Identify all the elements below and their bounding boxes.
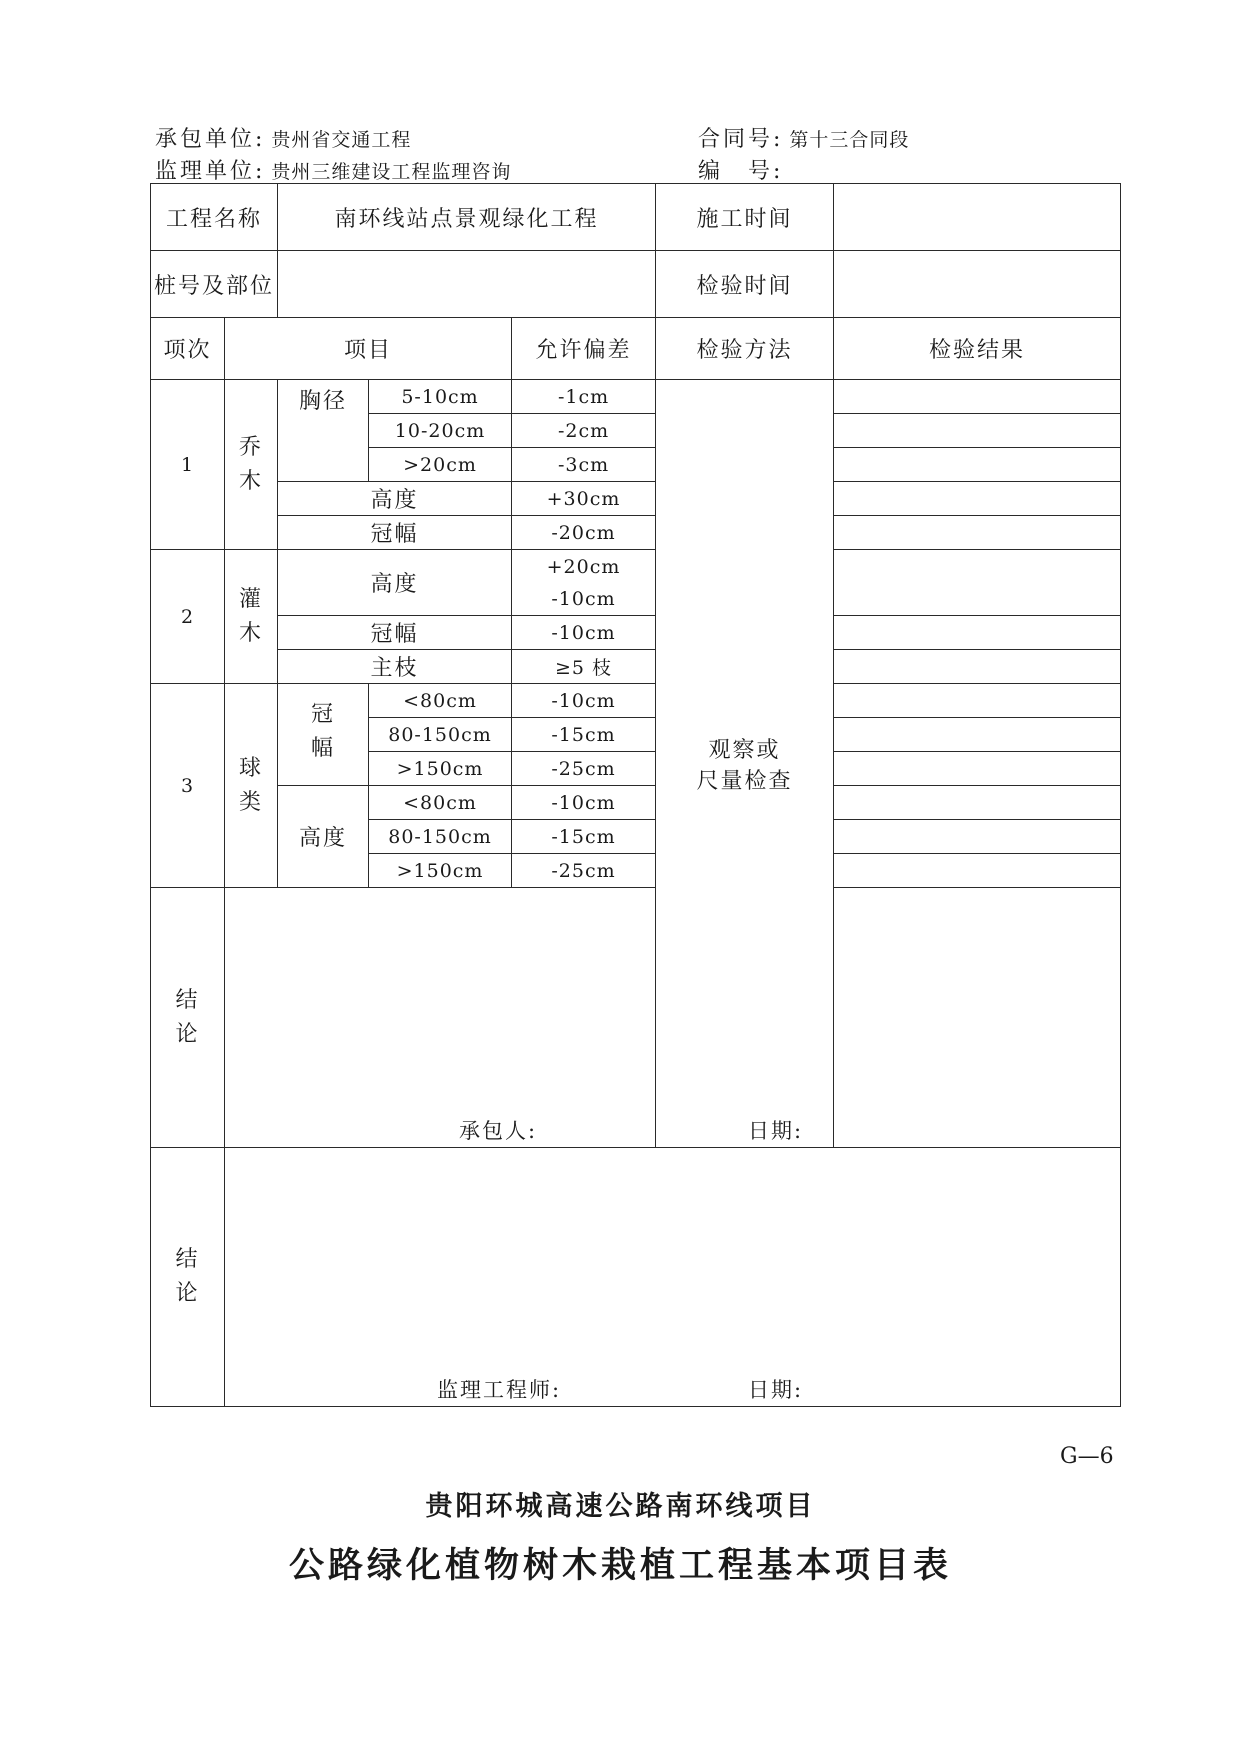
g3-h3-tol: -25cm <box>512 854 656 888</box>
inspection-time-field[interactable] <box>834 251 1121 318</box>
g2-crown: 冠幅 <box>278 616 512 650</box>
contract-value: 第十三合同段 <box>789 129 910 151</box>
g3-name-char-2: 类 <box>239 789 264 815</box>
info-row-2 <box>151 251 1121 318</box>
g2-name-char-2: 木 <box>239 620 264 646</box>
g3-name-char-1: 球 <box>239 755 264 781</box>
g2-height-tol-1: +20cm <box>546 555 621 578</box>
table-row <box>151 482 1121 516</box>
conclusion-contractor-row <box>151 888 1121 1148</box>
g1-no: 1 <box>151 380 225 550</box>
contract-label: 合同号: <box>698 127 784 152</box>
inspection-time-label: 检验时间 <box>656 251 834 318</box>
g3-h2-tol: -15cm <box>512 820 656 854</box>
construction-time-label: 施工时间 <box>656 184 834 251</box>
g2-branch: 主枝 <box>278 650 512 684</box>
result-cell[interactable] <box>834 482 1121 516</box>
result-cell[interactable] <box>834 684 1121 718</box>
g1-crown-tol: -20cm <box>512 516 656 550</box>
g3-h2-spec: 80-150cm <box>369 820 512 854</box>
g1-height: 高度 <box>278 482 512 516</box>
g3-no: 3 <box>151 684 225 888</box>
g3-crown-char-2: 幅 <box>311 736 336 761</box>
form-title: 公路绿化植物树木栽植工程基本项目表 <box>288 1545 952 1586</box>
g2-height: 高度 <box>278 550 512 616</box>
g1-r2-tol: -2cm <box>512 414 656 448</box>
contractor-line <box>155 122 411 153</box>
g1-r1-tol: -1cm <box>512 380 656 414</box>
g3-name <box>225 684 278 888</box>
station-label: 桩号及部位 <box>151 251 278 318</box>
table-row <box>151 616 1121 650</box>
project-name-value: 南环线站点景观绿化工程 <box>278 184 656 251</box>
table-row <box>151 516 1121 550</box>
supervisor-value: 贵州三维建设工程监理咨询 <box>271 161 512 183</box>
conclusion-1-char-1: 结 <box>175 987 200 1013</box>
g3-c3-tol: -25cm <box>512 752 656 786</box>
g2-height-tol <box>512 550 656 616</box>
g1-r2-spec: 10-20cm <box>369 414 512 448</box>
result-cell[interactable] <box>834 718 1121 752</box>
method-line-1: 观察或 <box>708 737 781 763</box>
conclusion-supervisor-row <box>151 1148 1121 1407</box>
supervisor-date-label: 日期: <box>748 1378 804 1402</box>
g3-height: 高度 <box>278 786 369 888</box>
g3-h1-tol: -10cm <box>512 786 656 820</box>
conclusion-2-char-1: 结 <box>175 1247 200 1272</box>
result-cell[interactable] <box>834 448 1121 482</box>
g1-height-tol: +30cm <box>512 482 656 516</box>
g3-crown <box>278 684 369 786</box>
contractor-value: 贵州省交通工程 <box>271 129 412 151</box>
result-cell[interactable] <box>834 650 1121 684</box>
table-row <box>151 786 1121 820</box>
conclusion-1-field[interactable] <box>225 888 1121 1148</box>
g2-branch-tol: ≥5 枝 <box>512 650 656 684</box>
g2-name-char-1: 灌 <box>239 586 264 612</box>
result-cell[interactable] <box>834 786 1121 820</box>
g3-crown-char-1: 冠 <box>311 702 336 727</box>
col-tolerance: 允许偏差 <box>512 318 656 380</box>
g1-name <box>225 380 278 550</box>
g2-crown-tol: -10cm <box>512 616 656 650</box>
result-cell[interactable] <box>834 516 1121 550</box>
inspection-form-table <box>150 183 1121 1407</box>
result-cell[interactable] <box>834 854 1121 888</box>
g2-name <box>225 550 278 684</box>
number-line <box>698 154 783 185</box>
g3-c1-tol: -10cm <box>512 684 656 718</box>
supervisor-signer-label: 监理工程师: <box>437 1378 562 1402</box>
form-code: G—6 <box>1060 1444 1114 1469</box>
project-title: 贵阳环城高速公路南环线项目 <box>425 1491 816 1522</box>
g2-no: 2 <box>151 550 225 684</box>
col-method: 检验方法 <box>656 318 834 380</box>
column-header-row <box>151 318 1121 380</box>
supervisor-label: 监理单位: <box>155 159 266 184</box>
g1-name-char-2: 木 <box>239 468 264 494</box>
result-cell[interactable] <box>834 414 1121 448</box>
g3-c3-spec: >150cm <box>369 752 512 786</box>
number-label: 编 号: <box>698 159 784 184</box>
g1-sub-chest: 胸径 <box>278 380 369 482</box>
g3-c1-spec: <80cm <box>369 684 512 718</box>
g3-h3-spec: >150cm <box>369 854 512 888</box>
info-row-1 <box>151 184 1121 251</box>
col-result: 检验结果 <box>834 318 1121 380</box>
g1-r3-spec: >20cm <box>369 448 512 482</box>
method-line-2: 尺量检查 <box>696 768 793 794</box>
conclusion-1-char-2: 论 <box>175 1021 200 1047</box>
result-cell[interactable] <box>834 616 1121 650</box>
col-item-no: 项次 <box>151 318 225 380</box>
result-cell[interactable] <box>834 820 1121 854</box>
conclusion-2-label <box>151 1148 225 1407</box>
conclusion-2-char-2: 论 <box>175 1281 200 1306</box>
project-name-label: 工程名称 <box>151 184 278 251</box>
g3-c2-spec: 80-150cm <box>369 718 512 752</box>
g2-height-tol-2: -10cm <box>551 587 616 610</box>
g1-r3-tol: -3cm <box>512 448 656 482</box>
table-row <box>151 380 1121 414</box>
conclusion-2-field[interactable] <box>225 1148 1121 1407</box>
supervisor-line <box>155 154 511 185</box>
g3-c2-tol: -15cm <box>512 718 656 752</box>
g1-crown: 冠幅 <box>278 516 512 550</box>
result-cell[interactable] <box>834 752 1121 786</box>
conclusion-1-label <box>151 888 225 1148</box>
contract-line <box>698 122 909 153</box>
table-row <box>151 550 1121 616</box>
contractor-label: 承包单位: <box>155 127 266 152</box>
construction-time-field[interactable] <box>834 184 1121 251</box>
result-cell[interactable] <box>834 550 1121 616</box>
g1-r1-spec: 5-10cm <box>369 380 512 414</box>
result-cell[interactable] <box>834 380 1121 414</box>
g1-name-char-1: 乔 <box>239 434 264 460</box>
contractor-date-label: 日期: <box>748 1119 804 1143</box>
station-field[interactable] <box>278 251 656 318</box>
contractor-signer-label: 承包人: <box>459 1119 538 1143</box>
table-row <box>151 650 1121 684</box>
g3-h1-spec: <80cm <box>369 786 512 820</box>
table-row <box>151 684 1121 718</box>
col-item: 项目 <box>225 318 512 380</box>
